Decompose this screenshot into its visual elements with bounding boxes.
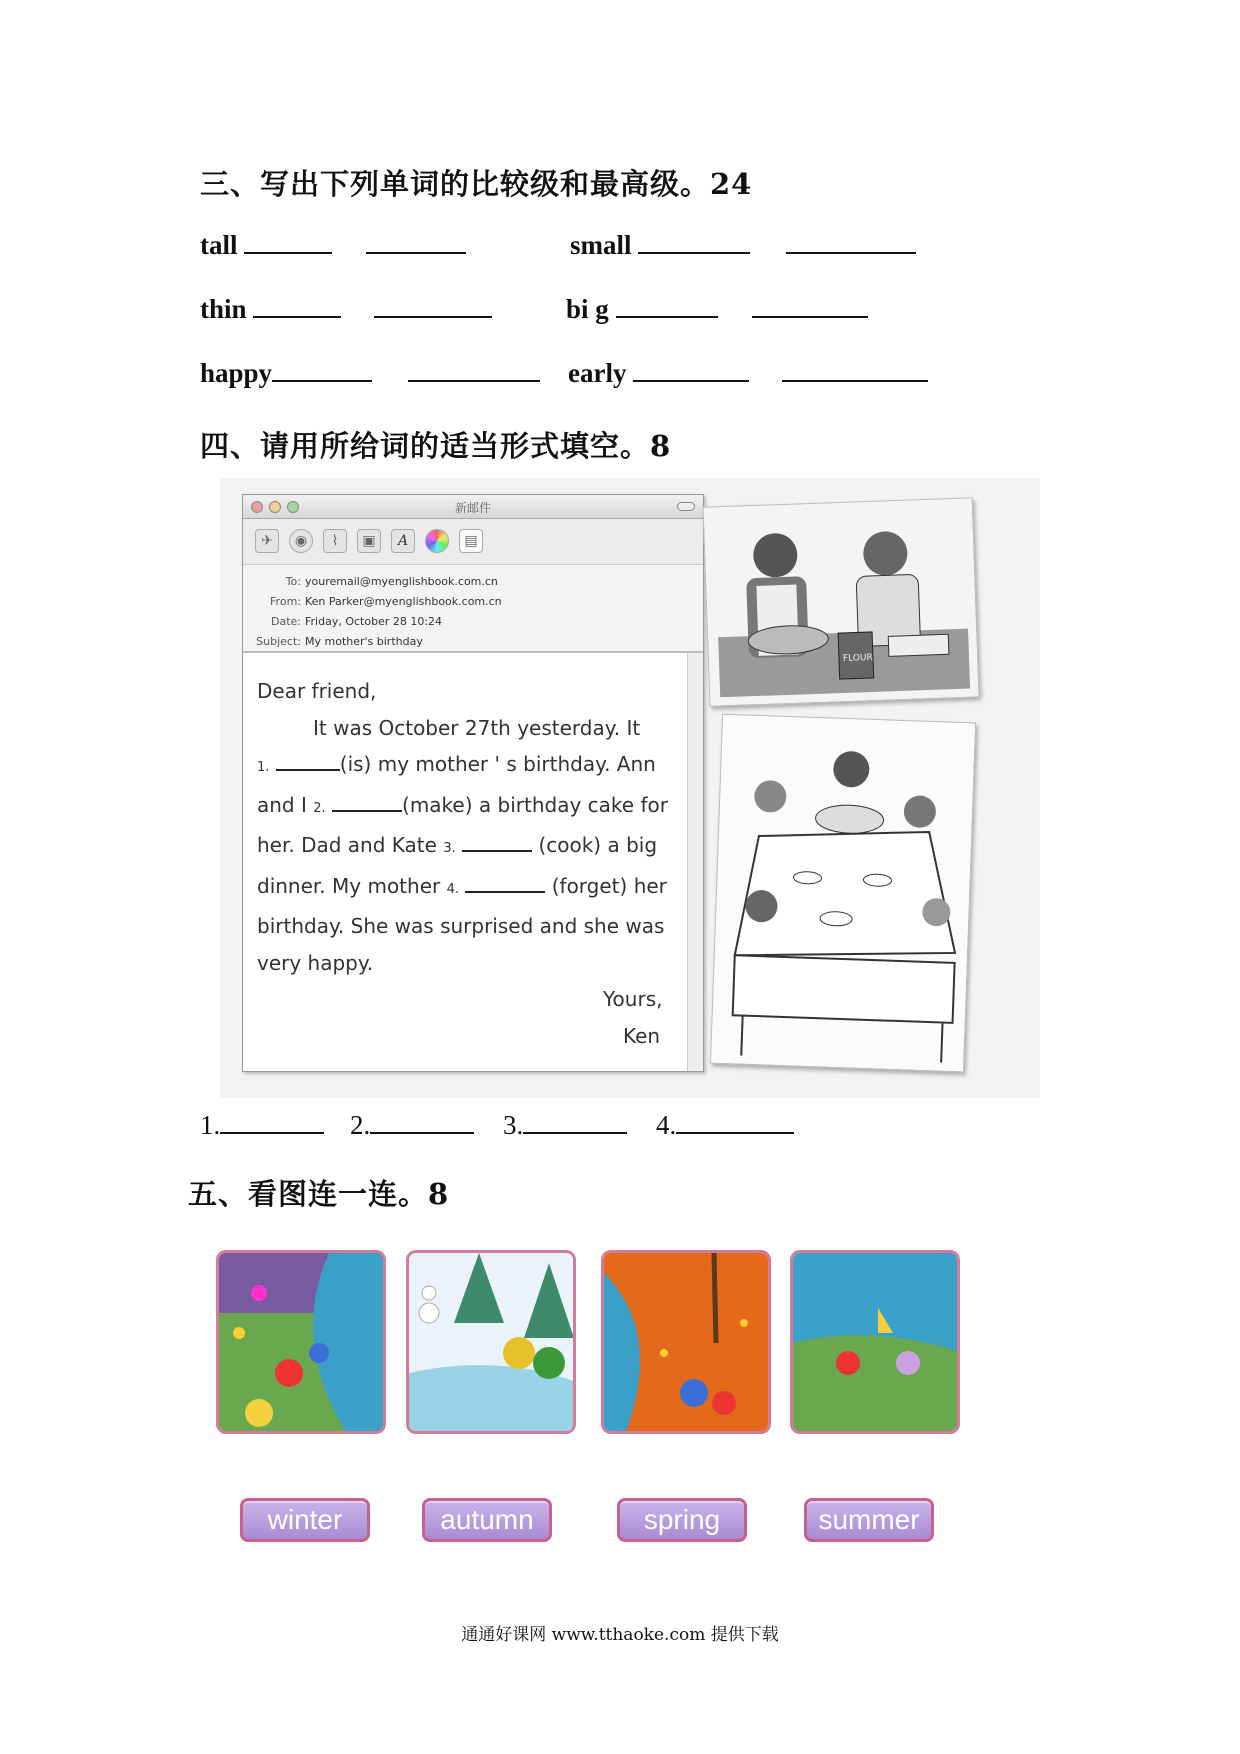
answer-blank[interactable] <box>752 296 868 318</box>
body-text: her. Dad and Kate <box>257 833 437 857</box>
draft-icon[interactable]: ▤ <box>459 529 483 553</box>
subject-field[interactable]: My mother's birthday <box>305 635 423 648</box>
email-headers <box>243 565 703 653</box>
body-text: a birthday cake for <box>478 792 668 817</box>
answer-number: 2. <box>350 1110 371 1140</box>
chat-icon[interactable]: ◉ <box>289 529 313 553</box>
email-figure <box>220 478 1040 1098</box>
cooking-picture <box>703 497 980 706</box>
greeting: Dear friend, <box>257 679 377 703</box>
subject-label: Subject: <box>256 635 301 648</box>
blank-number: 4. <box>446 881 459 897</box>
body-line <box>257 868 685 909</box>
answer-blank[interactable] <box>374 296 492 318</box>
word-small: small <box>570 230 632 260</box>
hint-word: (forget) <box>551 873 628 898</box>
send-icon[interactable]: ✈ <box>255 529 279 553</box>
body-line: birthday. She was surprised and she was <box>257 914 665 938</box>
to-label: To: <box>285 575 301 588</box>
answer-blank[interactable] <box>408 360 540 382</box>
season-label-spring[interactable]: spring <box>617 1498 747 1542</box>
body-line: very happy. <box>257 950 374 975</box>
attach-icon[interactable]: ⌇ <box>323 529 347 553</box>
body-line <box>257 787 685 828</box>
summer-picture[interactable] <box>790 1250 960 1434</box>
answer-blank-4[interactable] <box>676 1112 794 1134</box>
word-early: early <box>568 358 627 388</box>
section3-heading: 三、写出下列单词的比较级和最高级。24 <box>200 167 753 201</box>
email-blank-4[interactable] <box>465 873 545 893</box>
answer-blank[interactable] <box>253 296 341 318</box>
email-window <box>242 494 704 1072</box>
flour-label: FLOUR <box>842 652 873 664</box>
section5-heading: 五、看图连一连。8 <box>188 1177 450 1211</box>
word-row-1 <box>200 230 1000 270</box>
answer-blank[interactable] <box>244 232 332 254</box>
dinner-picture <box>710 714 976 1073</box>
email-blank-1[interactable] <box>276 751 340 771</box>
word-big: bi g <box>566 294 609 324</box>
date-value: Friday, October 28 10:24 <box>305 615 443 628</box>
body-text: my mother ' s birthday. Ann <box>377 752 656 776</box>
to-field[interactable]: youremail@myenglishbook.com.cn <box>305 575 498 588</box>
body-line: It was October 27th yesterday. It <box>313 715 641 740</box>
answer-blank-2[interactable] <box>370 1112 474 1134</box>
blank-number: 1. <box>257 760 270 775</box>
window-title: 新邮件 <box>454 501 491 515</box>
from-label: From: <box>270 595 301 608</box>
word-row-2 <box>200 294 1000 334</box>
answer-blank-1[interactable] <box>220 1112 324 1134</box>
email-blank-3[interactable] <box>462 832 532 852</box>
signature: Ken <box>623 1023 661 1048</box>
date-label: Date: <box>271 615 301 628</box>
from-field[interactable]: Ken Parker@myenglishbook.com.cn <box>305 595 502 608</box>
body-text: a big <box>607 833 658 857</box>
blank-number: 3. <box>443 841 456 856</box>
address-book-icon[interactable]: ▣ <box>357 529 381 553</box>
answer-blank[interactable] <box>633 360 749 382</box>
blank-number: 2. <box>313 800 326 816</box>
hint-word: (make) <box>402 792 473 817</box>
section4-heading: 四、请用所给词的适当形式填空。8 <box>200 429 672 463</box>
season-label-autumn[interactable]: autumn <box>422 1498 552 1542</box>
season-label-winter[interactable]: winter <box>240 1498 370 1542</box>
autumn-picture[interactable] <box>601 1250 771 1434</box>
body-text: dinner. My mother <box>257 873 441 898</box>
word-happy: happy <box>200 358 273 388</box>
window-titlebar <box>243 495 703 519</box>
spring-picture[interactable] <box>216 1250 386 1434</box>
answer-blank[interactable] <box>272 360 372 382</box>
colors-icon[interactable] <box>425 529 449 553</box>
closing: Yours, <box>603 987 663 1011</box>
answer-number: 4. <box>656 1110 677 1140</box>
body-line <box>257 746 685 787</box>
answer-blank-3[interactable] <box>523 1112 627 1134</box>
scrollbar[interactable] <box>687 653 703 1071</box>
email-toolbar <box>243 519 703 565</box>
body-text: her <box>633 873 667 898</box>
word-thin: thin <box>200 294 247 324</box>
answer-blank[interactable] <box>638 232 750 254</box>
email-body <box>243 655 685 1071</box>
fonts-icon[interactable]: A <box>391 529 415 553</box>
word-row-3 <box>200 358 1000 398</box>
footer-text: 通通好课网 www.tthaoke.com 提供下载 <box>461 1625 779 1645</box>
hint-word: (is) <box>339 752 372 776</box>
word-tall: tall <box>200 230 238 260</box>
season-label-summer[interactable]: summer <box>804 1498 934 1542</box>
toolbar-toggle-icon[interactable] <box>677 502 695 511</box>
answer-blank[interactable] <box>366 232 466 254</box>
answer-blank[interactable] <box>616 296 718 318</box>
winter-picture[interactable] <box>406 1250 576 1434</box>
hint-word: (cook) <box>538 833 602 857</box>
body-line <box>257 827 685 868</box>
answer-blank[interactable] <box>786 232 916 254</box>
answer-number: 3. <box>503 1110 524 1140</box>
body-text: and I <box>257 792 307 817</box>
email-blank-2[interactable] <box>332 792 402 812</box>
answer-number: 1. <box>200 1110 221 1140</box>
answer-blank[interactable] <box>782 360 928 382</box>
